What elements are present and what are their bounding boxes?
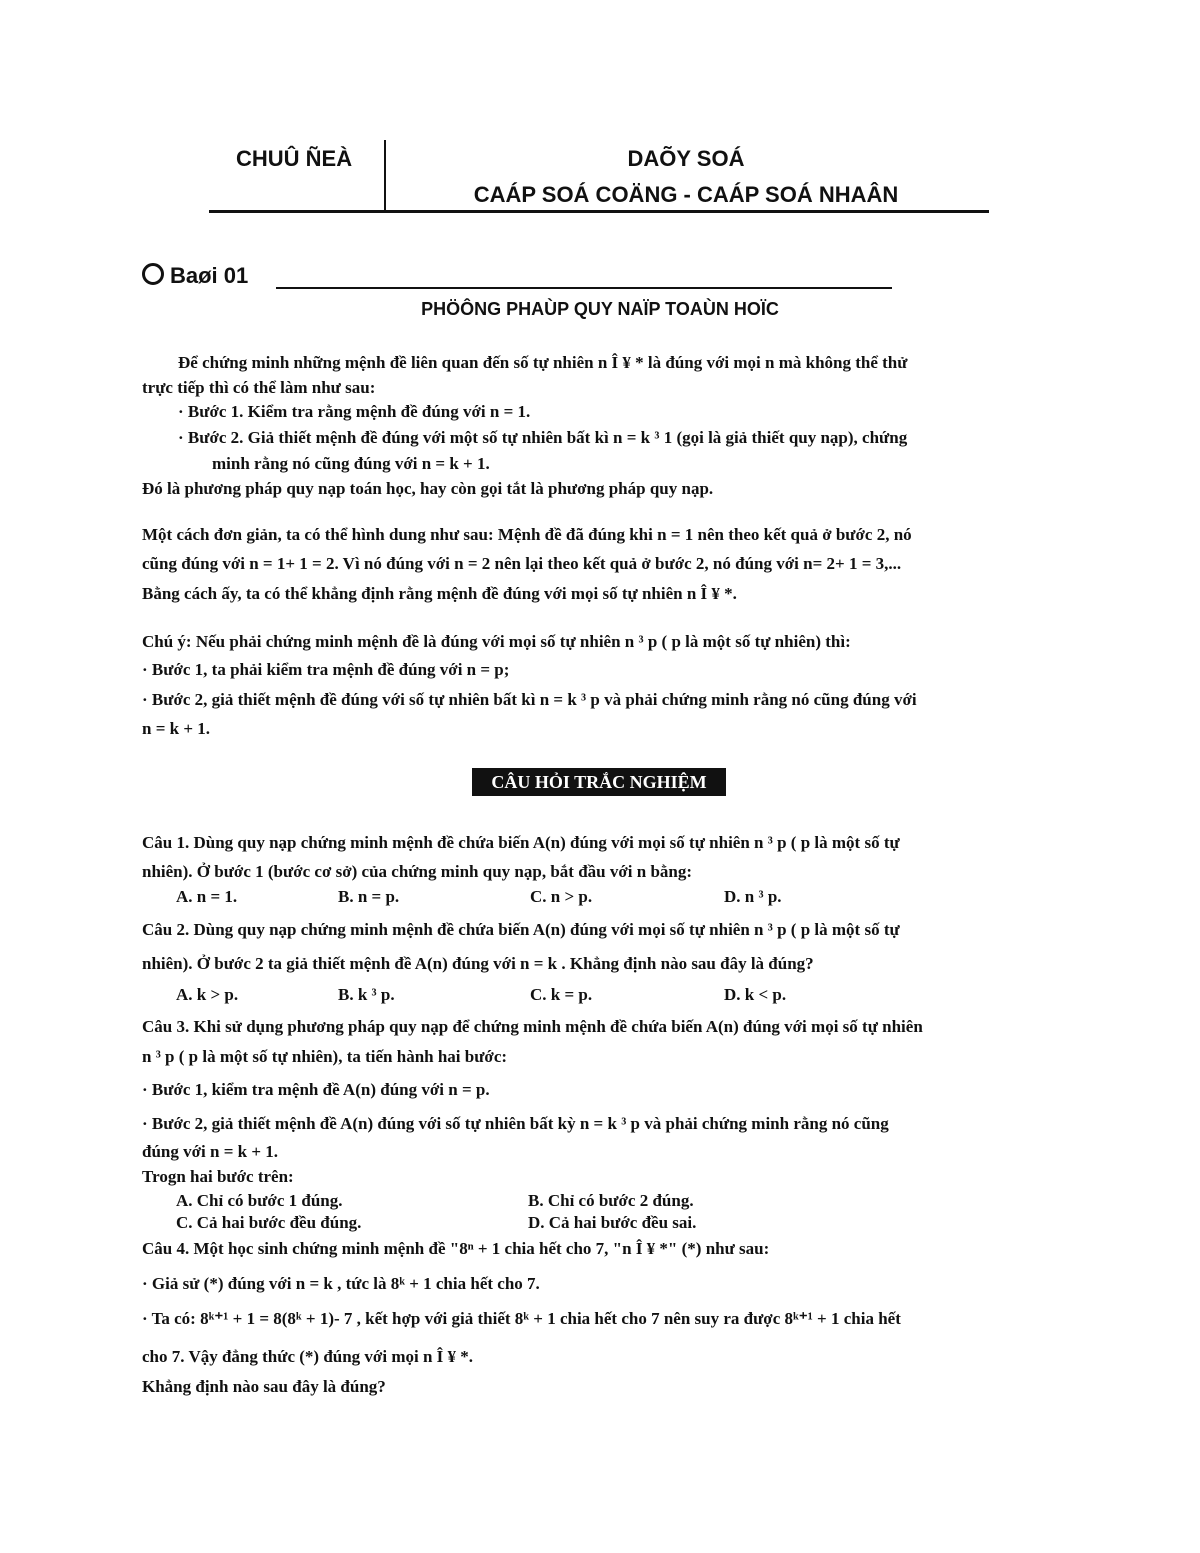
question-4-line: · Giả sử (*) đúng với n = k , tức là 8ᵏ + 1 chia hết cho 7.	[142, 1274, 540, 1293]
question-4-line: Câu 4. Một học sinh chứng minh mệnh đề "8ⁿ + 1 chia hết cho 7, "n Î ¥ *" (*) như sau:	[142, 1239, 770, 1258]
note-line: · Bước 2, giả thiết mệnh đề đúng với số tự nhiên bất kì n = k ³ p và phải chứng minh rằng nó cũng đúng với	[142, 690, 917, 709]
q2-option-d[interactable]: D. k < p.	[724, 985, 787, 1004]
question-2-line: Câu 2. Dùng quy nạp chứng minh mệnh đề chứa biến A(n) đúng với mọi số tự nhiên n ³ p ( p là một số tự	[142, 920, 900, 939]
note-line: · Bước 1, ta phải kiểm tra mệnh đề đúng với n = p;	[142, 660, 510, 679]
q3-option-d[interactable]: D. Cả hai bước đều sai.	[528, 1213, 697, 1232]
body-line: minh rằng nó cũng đúng với n = k + 1.	[212, 454, 490, 473]
body-line: Để chứng minh những mệnh đề liên quan đến số tự nhiên n Î ¥ * là đúng với mọi n mà không thể thử	[178, 353, 908, 372]
body-line: cũng đúng với n = 1+ 1 = 2. Vì nó đúng với n = 2 nên lại theo kết quả ở bước 2, nó đúng với n= 2+ 1 = 3,...	[142, 554, 902, 573]
question-3-line: n ³ p ( p là một số tự nhiên), ta tiến hành hai bước:	[142, 1047, 508, 1066]
section-title: PHÖÔNG PHAÙP QUY NAÏP TOAÙN HOÏC	[421, 299, 779, 319]
body-line: · Bước 1. Kiểm tra rằng mệnh đề đúng với n = 1.	[178, 402, 531, 421]
lesson-underline	[276, 287, 892, 289]
q1-option-d[interactable]: D. n ³ p.	[724, 887, 782, 906]
body-line: · Bước 2. Giả thiết mệnh đề đúng với một số tự nhiên bất kì n = k ³ 1 (gọi là giả thiết quy nạp), chứng	[178, 428, 908, 447]
body-line: Bằng cách ấy, ta có thể khẳng định rằng mệnh đề đúng với mọi số tự nhiên n Î ¥ *.	[142, 584, 737, 603]
question-3-line: · Bước 2, giả thiết mệnh đề A(n) đúng với số tự nhiên bất kỳ n = k ³ p và phải chứng minh rằng nó cũng	[142, 1114, 889, 1133]
body-line: Một cách đơn giản, ta có thể hình dung như sau: Mệnh đề đã đúng khi n = 1 nên theo kết quả ở bước 2, nó	[142, 525, 912, 544]
question-1-line: nhiên). Ở bước 1 (bước cơ sở) của chứng minh quy nạp, bắt đầu với n bằng:	[142, 862, 693, 881]
q1-option-a[interactable]: A. n = 1.	[176, 887, 238, 906]
q2-option-a[interactable]: A. k > p.	[176, 985, 239, 1004]
quiz-title: CÂU HỎI TRẮC NGHIỆM	[472, 768, 726, 796]
q3-option-a[interactable]: A. Chỉ có bước 1 đúng.	[176, 1191, 343, 1210]
chapter-title-line1: DAÕY SOÁ	[627, 146, 745, 171]
question-4-line: · Ta có: 8ᵏ⁺¹ + 1 = 8(8ᵏ + 1)- 7 , kết hợp với giả thiết 8ᵏ + 1 chia hết cho 7 nên suy ra được 8ᵏ⁺¹ + 1 chia hết	[142, 1309, 901, 1328]
question-3-line: Câu 3. Khi sử dụng phương pháp quy nạp để chứng minh mệnh đề chứa biến A(n) đúng với mọi số tự nhiên	[142, 1017, 923, 1036]
q1-option-c[interactable]: C. n > p.	[530, 887, 593, 906]
question-3-line: · Bước 1, kiểm tra mệnh đề A(n) đúng với n = p.	[142, 1080, 490, 1099]
chapter-title-line2: CAÁP SOÁ COÄNG - CAÁP SOÁ NHAÂN	[473, 182, 899, 207]
q2-option-c[interactable]: C. k = p.	[530, 985, 593, 1004]
question-1-line: Câu 1. Dùng quy nạp chứng minh mệnh đề chứa biến A(n) đúng với mọi số tự nhiên n ³ p ( p là một số tự	[142, 833, 900, 852]
chapter-label: CHUÛ ÑEÀ	[236, 146, 353, 171]
question-3-line: Trogn hai bước trên:	[142, 1167, 294, 1186]
q3-option-c[interactable]: C. Cả hai bước đều đúng.	[176, 1213, 362, 1232]
q2-option-b[interactable]: B. k ³ p.	[338, 985, 395, 1004]
question-4-line: cho 7. Vậy đẳng thức (*) đúng với mọi n Î ¥ *.	[142, 1347, 474, 1366]
q3-option-b[interactable]: B. Chỉ có bước 2 đúng.	[528, 1191, 694, 1210]
circle-bullet-icon	[142, 263, 164, 285]
q1-option-b[interactable]: B. n = p.	[338, 887, 400, 906]
body-line: trực tiếp thì có thể làm như sau:	[142, 378, 376, 397]
question-3-line: đúng với n = k + 1.	[142, 1142, 279, 1161]
header-divider-horizontal	[209, 210, 989, 213]
lesson-heading	[142, 263, 248, 289]
note-line: n = k + 1.	[142, 719, 211, 738]
question-4-line: Khẳng định nào sau đây là đúng?	[142, 1377, 386, 1396]
lesson-label: Baøi 01	[170, 263, 249, 288]
body-line: Đó là phương pháp quy nạp toán học, hay còn gọi tắt là phương pháp quy nạp.	[142, 479, 714, 498]
note-line: Chú ý: Nếu phải chứng minh mệnh đề là đúng với mọi số tự nhiên n ³ p ( p là một số tự nhiên) thì:	[142, 632, 851, 651]
question-2-line: nhiên). Ở bước 2 ta giả thiết mệnh đề A(n) đúng với n = k . Khẳng định nào sau đây là đúng?	[142, 954, 814, 973]
